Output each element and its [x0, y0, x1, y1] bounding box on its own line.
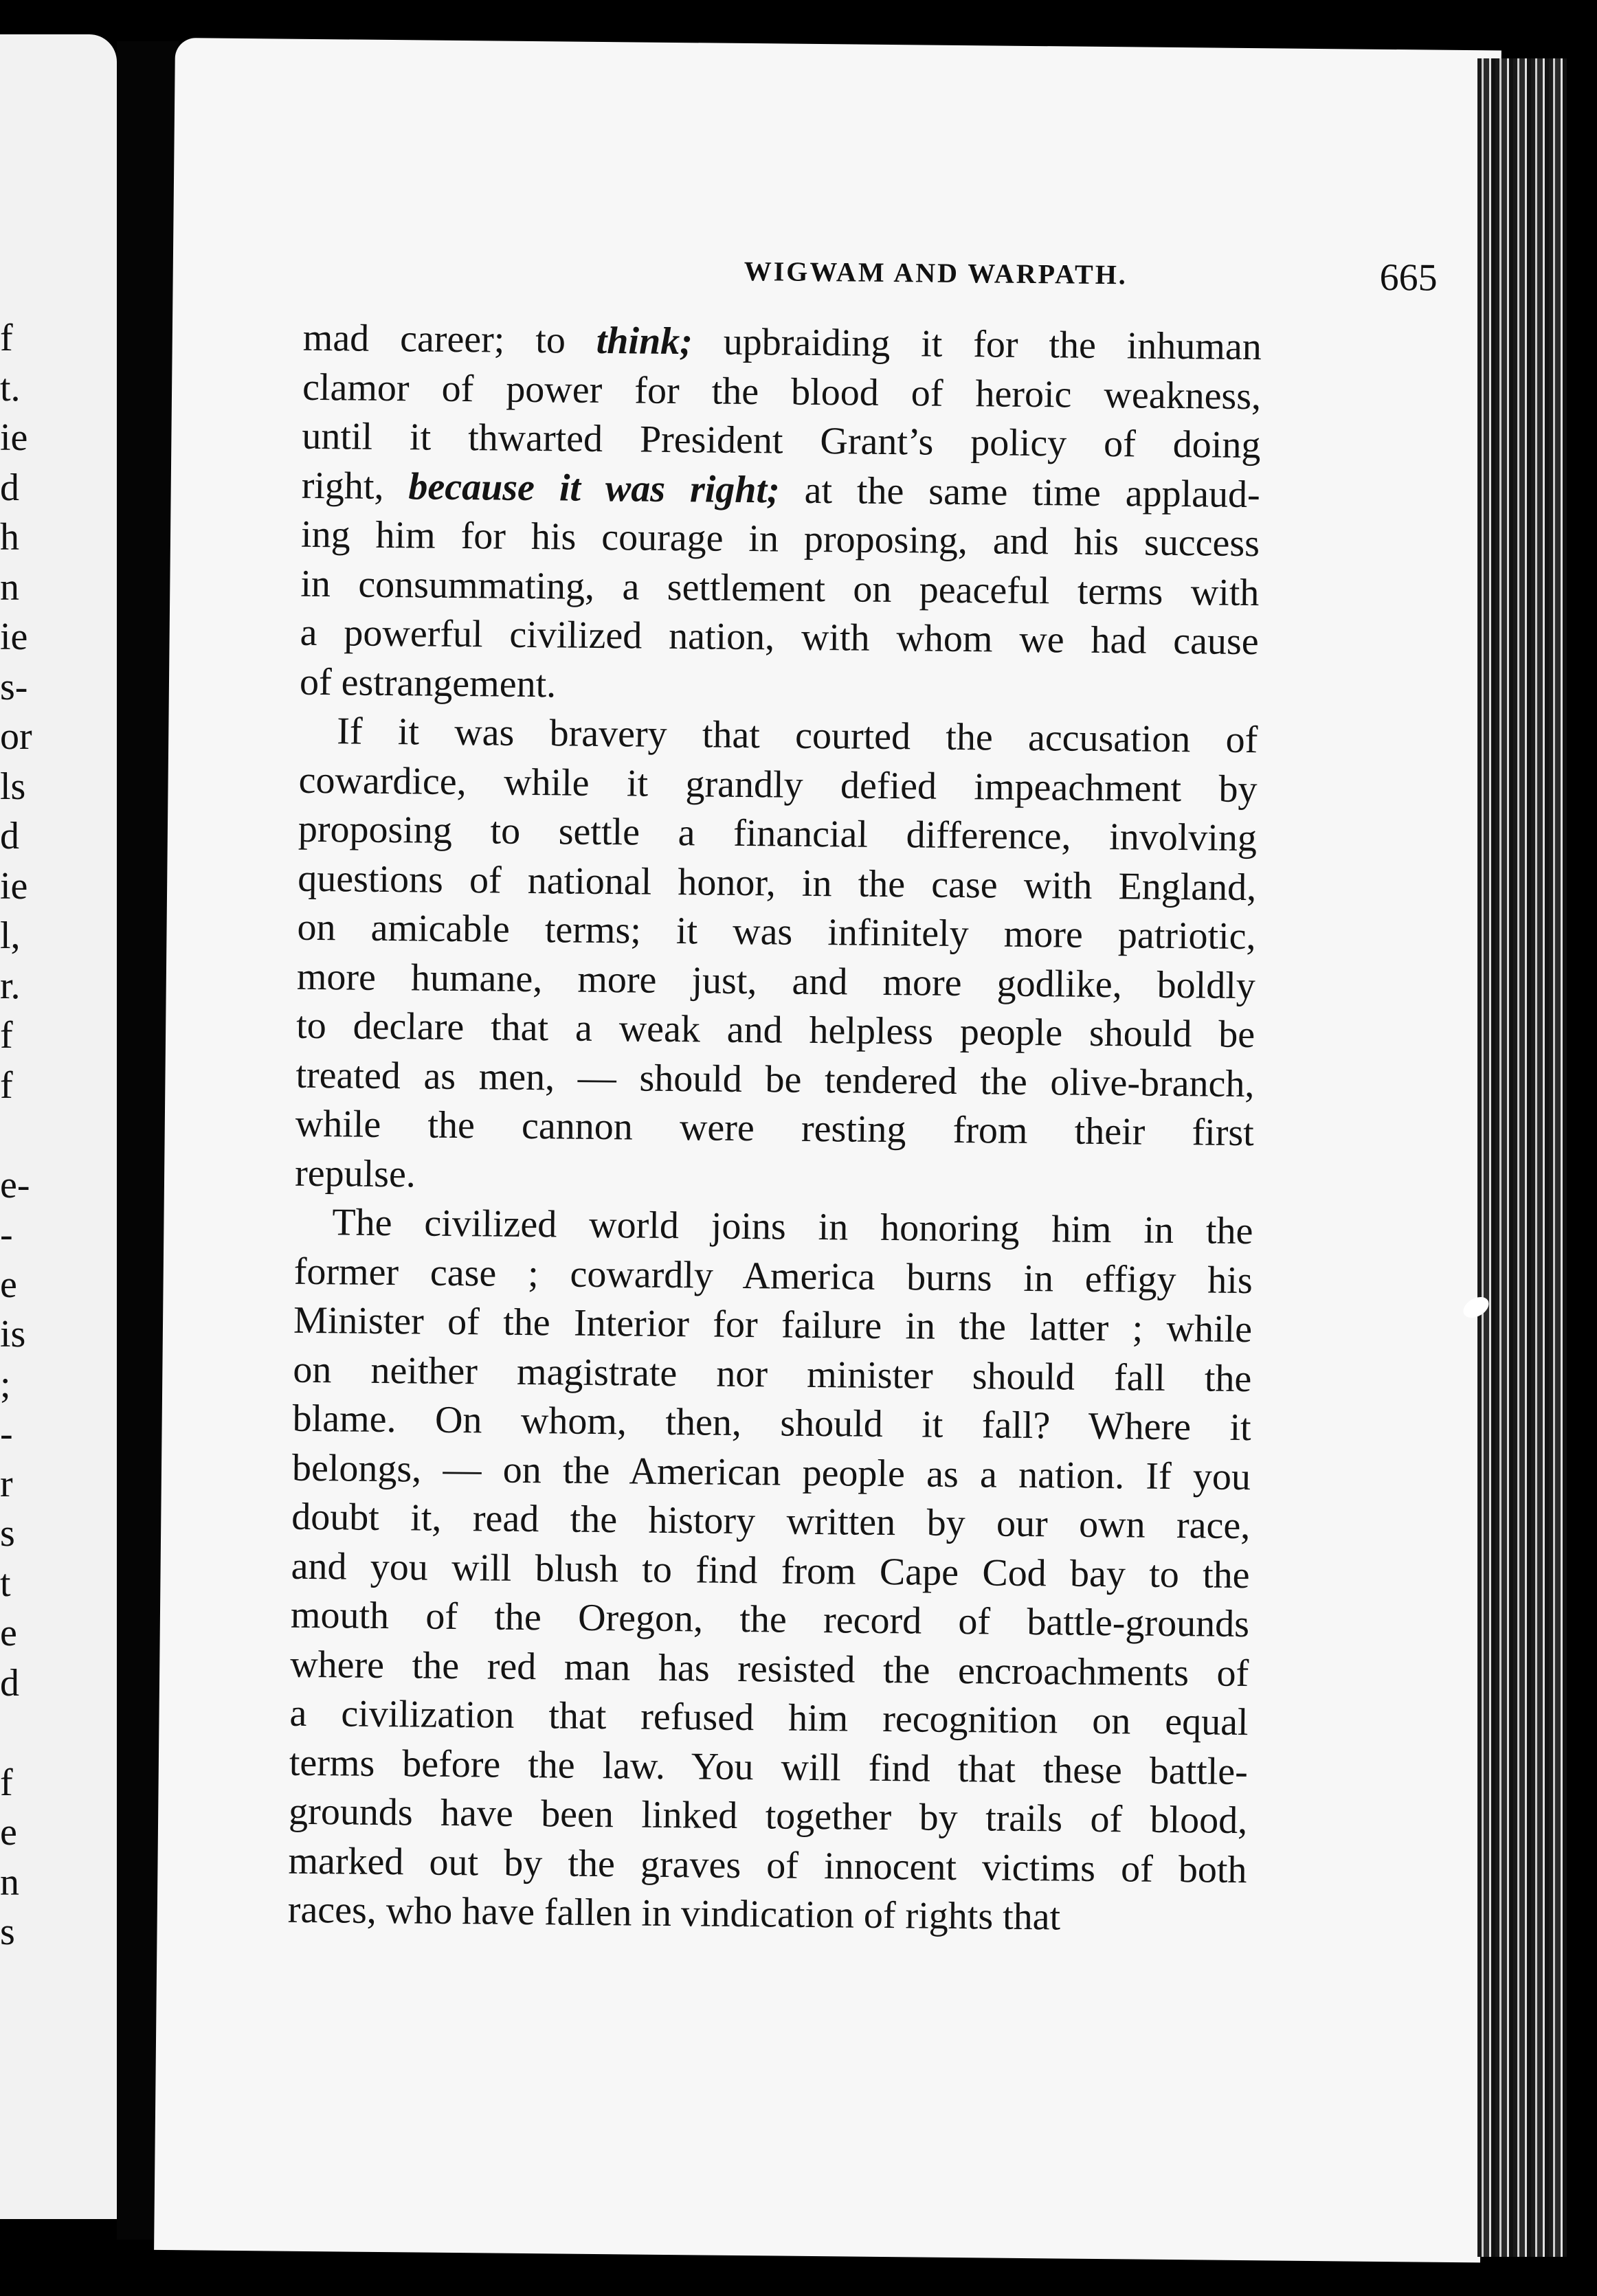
facing-page-letter: ; [0, 1362, 11, 1406]
facing-page-letter: ie [0, 864, 28, 908]
facing-page-letter: is [0, 1313, 26, 1355]
running-title: WIGWAM AND WARPATH. [744, 255, 1128, 291]
text-line: and you will blush to find from Cape Cod bay to the [291, 1544, 1250, 1597]
text-line: questions of national honor, in the case with England, [297, 857, 1257, 909]
facing-page-letter: d [0, 466, 19, 509]
facing-page-letter: e [0, 1263, 17, 1306]
text-line: former case ; cowardly America burns in effigy his [293, 1250, 1253, 1302]
text-line: doubt it, read the history written by our own race, [291, 1495, 1251, 1548]
text-line: to declare that a weak and helpless people should be [295, 1004, 1255, 1057]
text-line: ing him for his courage in proposing, and his success [300, 513, 1260, 565]
facing-page-letter: f [0, 317, 13, 359]
facing-page-letter: h [0, 516, 19, 559]
text-line: races, who have fallen in vindication of rights that [287, 1888, 1061, 1939]
text-line: mouth of the Oregon, the record of battle-grounds [290, 1593, 1250, 1646]
facing-page-letter: ls [0, 765, 26, 808]
text-line: The civilized world joins in honoring him in the [332, 1201, 1253, 1253]
facing-page-letter: r. [0, 964, 21, 1007]
text-line: on amicable terms; it was infinitely more patriotic, [297, 905, 1256, 958]
text-line: a powerful civilized nation, with whom we had cause [300, 611, 1259, 664]
page-number: 665 [1379, 256, 1438, 300]
facing-page-letter: - [0, 1213, 13, 1256]
facing-page-letter: - [0, 1413, 13, 1455]
facing-page-letter: ie [0, 616, 28, 658]
text-line: while the cannon were resting from their first [295, 1102, 1255, 1155]
facing-page-letter: s [0, 1512, 15, 1555]
facing-page-letter: n [0, 1860, 19, 1904]
facing-page-letter: f [0, 1063, 13, 1107]
facing-page-letter: s [0, 1911, 15, 1953]
facing-page-letter: e- [0, 1163, 30, 1206]
body-text [288, 314, 1262, 1944]
facing-page-letter: ie [0, 416, 28, 459]
facing-page-letter: or [0, 715, 32, 758]
facing-page-letter: f [0, 1761, 13, 1804]
facing-page-letter: f [0, 1014, 13, 1057]
facing-page-letter: r [0, 1462, 13, 1505]
facing-page-letter: l, [0, 914, 21, 957]
text-line: mad career; to think; upbraiding it for the inhuman [302, 316, 1262, 369]
text-line: belongs, — on the American people as a nation. If you [291, 1446, 1251, 1498]
text-line: marked out by the graves of innocent victims of both [288, 1839, 1247, 1891]
facing-page-letter: t [0, 1562, 11, 1605]
text-line: cowardice, while it grandly defied impeachment by [298, 758, 1258, 811]
text-line: where the red man has resisted the encroachments of [289, 1643, 1249, 1695]
facing-page-letter: n [0, 565, 19, 609]
facing-page-letter: s- [0, 665, 28, 708]
text-line: grounds have been linked together by trails of blood, [288, 1790, 1248, 1843]
facing-page-letter: e [0, 1612, 17, 1654]
text-line: If it was bravery that courted the accusation of [337, 710, 1258, 762]
text-line: a civilization that refused him recognition on equal [289, 1691, 1249, 1744]
text-line: terms before the law. You will find that these battle- [289, 1741, 1249, 1793]
text-line: blame. On whom, then, should it fall? Where it [292, 1397, 1251, 1450]
text-line: more humane, more just, and more godlike, boldly [296, 955, 1256, 1007]
text-line: Minister of the Interior for failure in the latter ; while [293, 1298, 1253, 1351]
book-page [154, 38, 1501, 2262]
facing-page-letter: t. [0, 366, 21, 409]
text-line: treated as men, — should be tendered the olive-branch, [295, 1053, 1255, 1105]
text-line: in consummating, a settlement on peaceful terms with [300, 562, 1260, 614]
text-line: right, because it was right; at the same time applaud- [301, 464, 1261, 516]
facing-page-letter: e [0, 1811, 17, 1854]
text-line: clamor of power for the blood of heroic weakness, [302, 365, 1262, 418]
facing-page-letter: d [0, 1661, 19, 1704]
text-line: of estrangement. [299, 660, 557, 706]
running-head [592, 248, 1438, 311]
page-edges [1477, 58, 1567, 2257]
text-line: repulse. [294, 1151, 416, 1195]
text-line: proposing to settle a financial difference, involving [298, 807, 1258, 860]
text-line: on neither magistrate nor minister should fall the [293, 1348, 1252, 1400]
text-line: until it thwarted President Grant’s policy of doing [302, 414, 1261, 467]
facing-page-letter: d [0, 815, 19, 857]
